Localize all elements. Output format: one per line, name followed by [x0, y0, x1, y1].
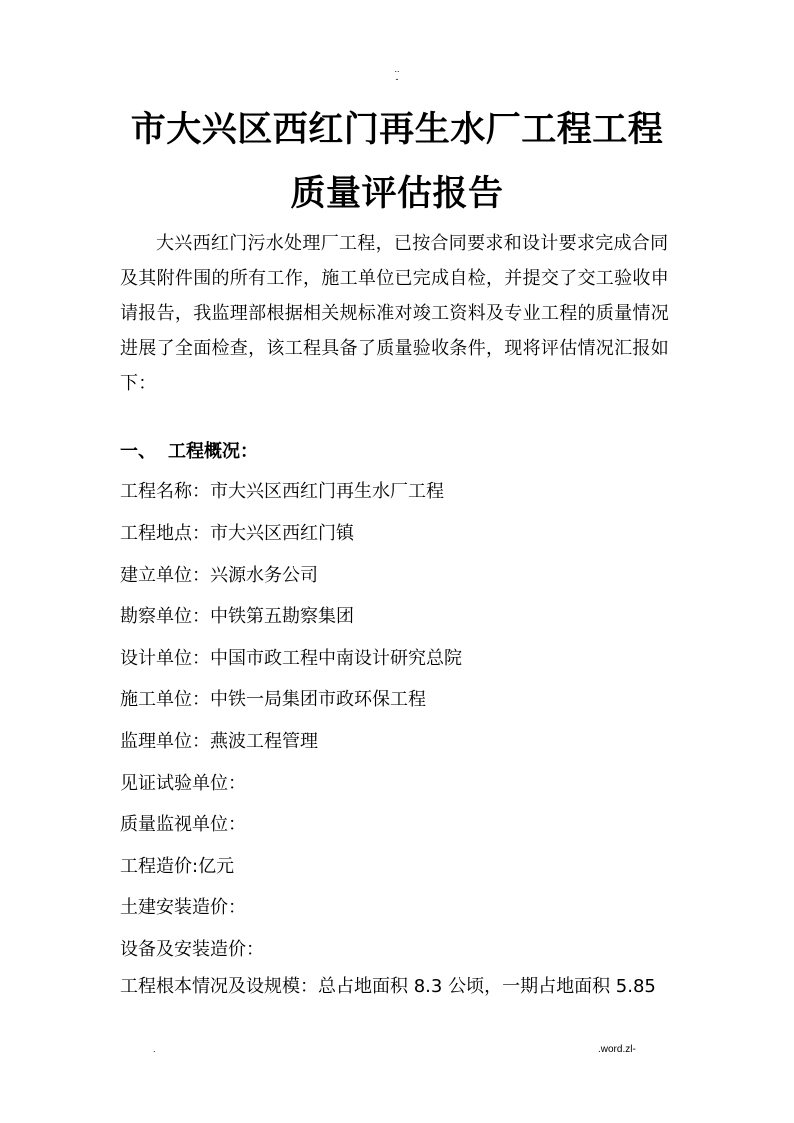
- info-project-name: 工程名称：市大兴区西红门再生水厂工程: [120, 481, 444, 502]
- intro-paragraph: 大兴西红门污水处理厂工程，已按合同要求和设计要求完成合同及其附件围的所有工作，施工单位已完成自检，并提交了交工验收申请报告，我监理部根据相关规标准对竣工资料及专业工程的质量情况进展了全面检查，该工程具备了质量验收条件，现将评估情况汇报如下：: [120, 233, 669, 394]
- footer-left-mark: .: [153, 1044, 156, 1054]
- info-survey-unit: 勘察单位：中铁第五勘察集团: [120, 606, 354, 627]
- info-basic-scale: 工程根本情况及设规模：总占地面积 8.3 公顷，一期占地面积 5.85: [120, 976, 656, 997]
- document-title-line-2: 质量评估报告: [290, 174, 504, 214]
- info-equipment-install-cost: 设备及安装造价：: [120, 939, 264, 960]
- section-title: 工程概况：: [168, 441, 258, 462]
- info-supervision-unit: 监理单位：燕波工程管理: [120, 731, 318, 752]
- section-heading-overview: [120, 436, 258, 468]
- info-project-cost: 工程造价:亿元: [120, 856, 235, 877]
- info-builder-unit: 施工单位：中铁一局集团市政环保工程: [120, 689, 426, 710]
- document-title-line-1: 市大兴区西红门再生水厂工程工程: [130, 110, 664, 150]
- info-quality-monitor-unit: 质量监视单位：: [120, 814, 246, 835]
- section-number: 一、: [120, 441, 156, 462]
- info-witness-test-unit: 见证试验单位：: [120, 773, 246, 794]
- page-header-mark: .. -: [394, 64, 400, 84]
- info-project-location: 工程地点：市大兴区西红门镇: [120, 523, 354, 544]
- footer-right-mark: .word.zl-: [598, 1044, 636, 1055]
- info-design-unit: 设计单位：中国市政工程中南设计研究总院: [120, 648, 462, 669]
- info-civil-install-cost: 土建安装造价：: [120, 897, 246, 918]
- info-construction-unit: 建立单位：兴源水务公司: [120, 565, 318, 586]
